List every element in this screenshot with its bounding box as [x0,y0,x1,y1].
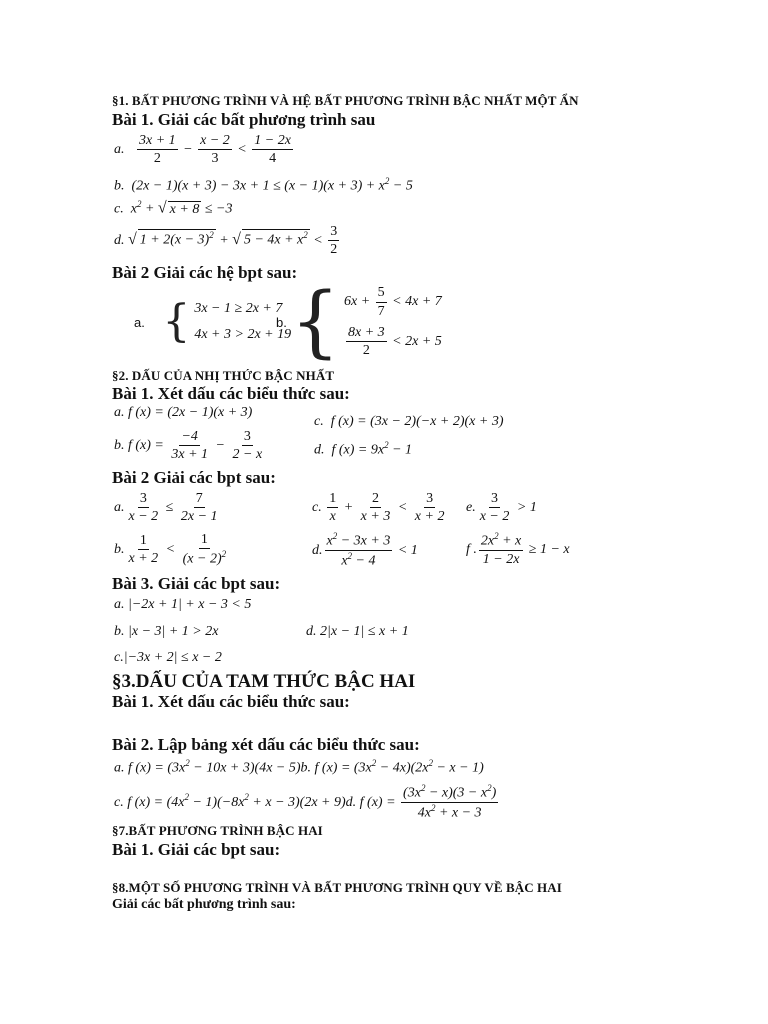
s2-bai2-eq-d: d. $\frac{x^2 - 3x + 3}{x^2 - 4}$ < 1 [312,531,418,569]
s2-bai3-eq-b: b. |x − 3| + 1 > 2x [114,624,219,639]
s2-bai1-eq-b: b. f (x) = $\frac{-4}{3x + 1}$ − $\frac{3}{2 - x}$ [114,429,263,463]
s2-bai2-eq-b: b. $\frac{1}{x + 2}$ < $\frac{1}{(x - 2)^2}$ [114,532,227,568]
s2-bai3-eq-d: d. 2|x − 1| ≤ x + 1 [306,624,409,639]
section-7-heading: §7.BẤT PHƯƠNG TRÌNH BẬC HAI [112,823,323,838]
s2-bai1-eq-a: a. f (x) = (2x − 1)(x + 3) [114,405,253,420]
s2-bai3-eq-a: a. |−2x + 1| + x − 3 < 5 [114,597,252,612]
s1-bai1-title: Bài 1. Giải các bất phương trình sau [112,110,376,129]
section-2-heading: §2. DẤU CỦA NHỊ THỨC BẬC NHẤT [112,368,335,383]
section-8-heading: §8.MỘT SỐ PHƯƠNG TRÌNH VÀ BẤT PHƯƠNG TRÌNH QUY VỀ BẬC HAI [112,880,562,895]
s2-bai2-title: Bài 2 Giải các bpt sau: [112,468,276,487]
s1-bai2-system-b: b. { 6x + $\frac{5}{7}$ < 4x + 7 $\frac{8x + 3}{2}$ < 2x + 5 [276,277,442,367]
s2-bai1-eq-c: c. f (x) = (3x − 2)(−x + 2)(x + 3) [314,414,504,429]
s2-bai2-eq-e: e. $\frac{3}{x - 2}$ > 1 [466,491,537,525]
label-b: b. [276,314,287,330]
s1-bai1-eq-b: b. $(2x - 1)(x + 3) - 3x + 1 \le (x - 1)(x + 3) + x^2 - 5$ [114,176,413,194]
s1-bai1-eq-d: d. √ $1 + 2(x - 3)^2$ + √ $5 - 4x + x^2$ < $\frac{3}{2}$ [114,224,338,258]
s3-bai1-title: Bài 1. Xét dấu các biểu thức sau: [112,692,350,711]
s2-bai2-eq-a: a. $\frac{3}{x - 2}$ ≤ $\frac{7}{2x - 1}$ [114,491,218,525]
s1-bai2-title: Bài 2 Giải các hệ bpt sau: [112,263,298,282]
s1-bai1-eq-a: a. $\frac{3x + 1}{2}$ − $\frac{x - 2}{3}$ < $\frac{1 - 2x}{4}$ [114,133,291,167]
s2-bai1-title: Bài 1. Xét dấu các biểu thức sau: [112,384,350,403]
section-1-heading: §1. BẤT PHƯƠNG TRÌNH VÀ HỆ BẤT PHƯƠNG TRÌNH BẬC NHẤT MỘT ẨN [112,93,579,108]
s2-bai3-eq-c: c.|−3x + 2| ≤ x − 2 [114,650,222,665]
s2-bai2-eq-f: f . $\frac{2x^2 + x}{1 - 2x}$ ≥ 1 − x [466,531,570,568]
section-3-heading: §3.DẤU CỦA TAM THỨC BẬC HAI [112,671,416,692]
label-a: a. [134,314,145,330]
s3-bai2-eq-ab: a. f $(x) = (3x^2 - 10x + 3)(4x - 5)b$. f $(x) = (3x^2 - 4x)(2x^2 - x - 1)$ [114,758,484,776]
s2-bai1-eq-d: d. f $(x) = 9x^2 - 1$ [314,440,413,458]
s2-bai2-eq-c: c. $\frac{1}{x}$ + $\frac{2}{x + 3}$ < $\frac{3}{x + 2}$ [312,491,445,525]
s7-bai1-title: Bài 1. Giải các bpt sau: [112,840,281,859]
s3-bai2-eq-cd: c. f $(x) = (4x^2 - 1)(-8x^2 + x - 3)(2x + 9)d$. f (x) = $\frac{(3x^2 - x)(3 - x^2)}{4x^2 + x - 3}$ [114,783,497,821]
s8-sub-title: Giải các bất phương trình sau: [112,897,296,912]
s2-bai3-title: Bài 3. Giải các bpt sau: [112,574,281,593]
s3-bai2-title: Bài 2. Lập bảng xét dấu các biểu thức sau: [112,735,420,754]
s1-bai1-eq-c: c. $x^2$ + √ x + 8 ≤ −3 [114,199,233,217]
s1-bai2-system-a: a. { 3x − 1 ≥ 2x + 7 4x + 3 > 2x + 19 [134,296,292,347]
